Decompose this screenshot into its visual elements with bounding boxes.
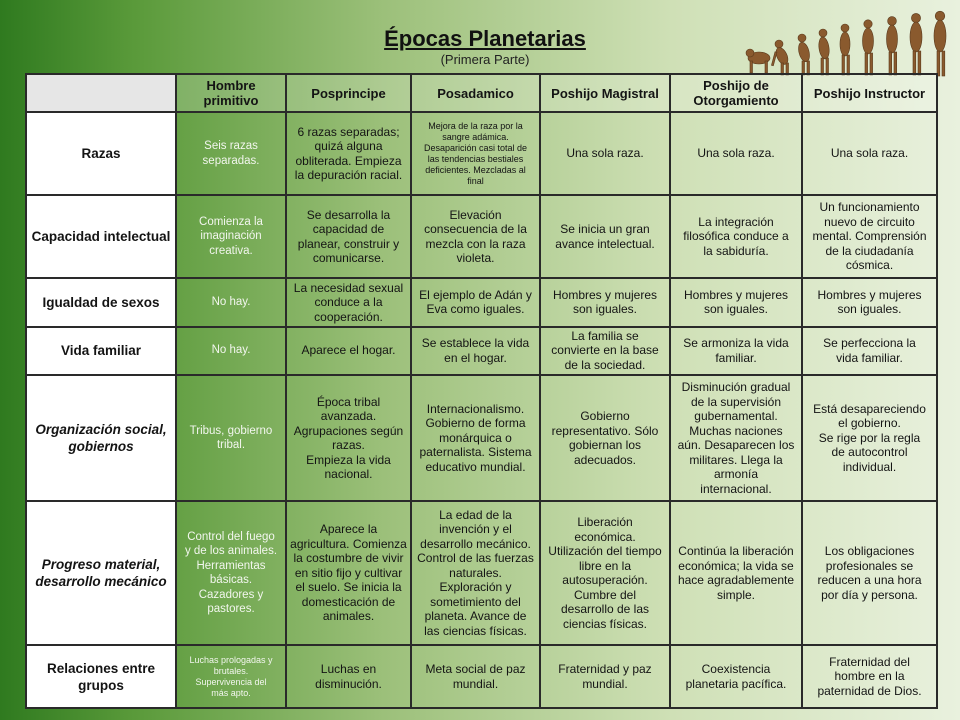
table-cell: Se desarrolla la capacidad de planear, construir y comunicarse. bbox=[286, 195, 411, 278]
row-header: Razas bbox=[26, 112, 176, 195]
row-header: Progreso material, desarrollo mecánico bbox=[26, 501, 176, 645]
table-cell: Mejora de la raza por la sangre adámica. Desaparición casi total de las tendencias bestiales deficientes. Mezcladas al final bbox=[411, 112, 540, 195]
table-cell: Comienza la imaginación creativa. bbox=[176, 195, 286, 278]
table-cell: El ejemplo de Adán y Eva como iguales. bbox=[411, 278, 540, 327]
column-header: Posprincipe bbox=[286, 74, 411, 112]
table-cell: No hay. bbox=[176, 278, 286, 327]
table-row bbox=[26, 375, 937, 502]
table-cell: Hombres y mujeres son iguales. bbox=[540, 278, 670, 327]
table-cell: La necesidad sexual conduce a la cooperación. bbox=[286, 278, 411, 327]
table-cell: Hombres y mujeres son iguales. bbox=[670, 278, 802, 327]
evolution-figure bbox=[887, 17, 898, 75]
table-cell: La edad de la invención y el desarrollo mecánico. Control de las fuerzas naturales. Exploración y sometimiento del planeta. Avance de las ciencias físicas. bbox=[411, 501, 540, 645]
table-cell: La integración filosófica conduce a la sabiduría. bbox=[670, 195, 802, 278]
evolution-figure bbox=[934, 11, 946, 76]
corner-cell bbox=[26, 74, 176, 112]
header-row bbox=[26, 74, 937, 112]
table-row bbox=[26, 501, 937, 645]
column-header: Poshijo de Otorgamiento bbox=[670, 74, 802, 112]
table-row bbox=[26, 327, 937, 375]
table-cell: Disminución gradual de la supervisión gubernamental. Muchas naciones aún. Desaparecen los militares. Llega la armonía internacional. bbox=[670, 375, 802, 502]
row-header: Vida familiar bbox=[26, 327, 176, 375]
table-cell: Una sola raza. bbox=[802, 112, 937, 195]
evolution-figure bbox=[797, 34, 812, 75]
table-cell: Elevación consecuencia de la mezcla con la raza violeta. bbox=[411, 195, 540, 278]
table-cell: Liberación económica. Utilización del tiempo libre en la autosuperación. Cumbre del desarrollo de las ciencias físicas. bbox=[540, 501, 670, 645]
evolution-figure bbox=[818, 29, 831, 75]
row-header: Organización social, gobiernos bbox=[26, 375, 176, 502]
row-header: Igualdad de sexos bbox=[26, 278, 176, 327]
table-cell: Gobierno representativo. Sólo gobiernan los adecuados. bbox=[540, 375, 670, 502]
table-cell: La familia se convierte en la base de la sociedad. bbox=[540, 327, 670, 375]
table-row bbox=[26, 112, 937, 195]
table-cell: Coexistencia planetaria pacífica. bbox=[670, 645, 802, 708]
table-cell: Aparece el hogar. bbox=[286, 327, 411, 375]
table-cell: Está desapareciendo el gobierno. Se rige por la regla de autocontrol individual. bbox=[802, 375, 937, 502]
table-row bbox=[26, 195, 937, 278]
table-cell: Una sola raza. bbox=[670, 112, 802, 195]
table-cell: Luchas en disminución. bbox=[286, 645, 411, 708]
title-block bbox=[300, 26, 670, 67]
column-header: Hombre primitivo bbox=[176, 74, 286, 112]
column-header: Poshijo Magistral bbox=[540, 74, 670, 112]
table-cell: Continúa la liberación económica; la vida se hace agradablemente simple. bbox=[670, 501, 802, 645]
table-row bbox=[26, 278, 937, 327]
table-cell: No hay. bbox=[176, 327, 286, 375]
table-cell: Meta social de paz mundial. bbox=[411, 645, 540, 708]
column-header: Posadamico bbox=[411, 74, 540, 112]
column-header: Poshijo Instructor bbox=[802, 74, 937, 112]
table-cell: Una sola raza. bbox=[540, 112, 670, 195]
evolution-figure bbox=[910, 13, 922, 75]
table-row bbox=[26, 645, 937, 708]
table-cell: Un funcionamiento nuevo de circuito mental. Comprensión de la ciudadanía cósmica. bbox=[802, 195, 937, 278]
page-title: Épocas Planetarias bbox=[384, 26, 586, 51]
table-cell: Se establece la vida en el hogar. bbox=[411, 327, 540, 375]
page-subtitle: (Primera Parte) bbox=[440, 52, 530, 67]
table-cell: Tribus, gobierno tribal. bbox=[176, 375, 286, 502]
table-cell: 6 razas separadas; quizá alguna obliterada. Empieza la depuración racial. bbox=[286, 112, 411, 195]
evolution-figure bbox=[771, 40, 790, 75]
table-cell: Fraternidad del hombre en la paternidad de Dios. bbox=[802, 645, 937, 708]
table-cell: Control del fuego y de los animales. Herramientas básicas. Cazadores y pastores. bbox=[176, 501, 286, 645]
evolution-figure bbox=[863, 20, 874, 75]
table-cell: Hombres y mujeres son iguales. bbox=[802, 278, 937, 327]
row-header: Relaciones entre grupos bbox=[26, 645, 176, 708]
evolution-figure bbox=[840, 24, 850, 75]
epochs-table bbox=[25, 73, 938, 709]
table-cell: Fraternidad y paz mundial. bbox=[540, 645, 670, 708]
table-cell: Aparece la agricultura. Comienza la costumbre de vivir en sitio fijo y cultivar el suelo. Se inicia la domesticación de animales. bbox=[286, 501, 411, 645]
table-cell: Se perfecciona la vida familiar. bbox=[802, 327, 937, 375]
table-cell: Seis razas separadas. bbox=[176, 112, 286, 195]
table-cell: Internacionalismo. Gobierno de forma monárquica o paternalista. Sistema educativo mundial. bbox=[411, 375, 540, 502]
row-header: Capacidad intelectual bbox=[26, 195, 176, 278]
table-cell: Se armoniza la vida familiar. bbox=[670, 327, 802, 375]
table-cell: Se inicia un gran avance intelectual. bbox=[540, 195, 670, 278]
table-cell: Luchas prologadas y brutales. Supervivencia del más apto. bbox=[176, 645, 286, 708]
evolution-figure bbox=[746, 49, 770, 73]
table-cell: Los obligaciones profesionales se reducen a una hora por día y persona. bbox=[802, 501, 937, 645]
human-evolution-silhouette bbox=[745, 6, 955, 80]
table-cell: Época tribal avanzada. Agrupaciones según razas. Empieza la vida nacional. bbox=[286, 375, 411, 502]
